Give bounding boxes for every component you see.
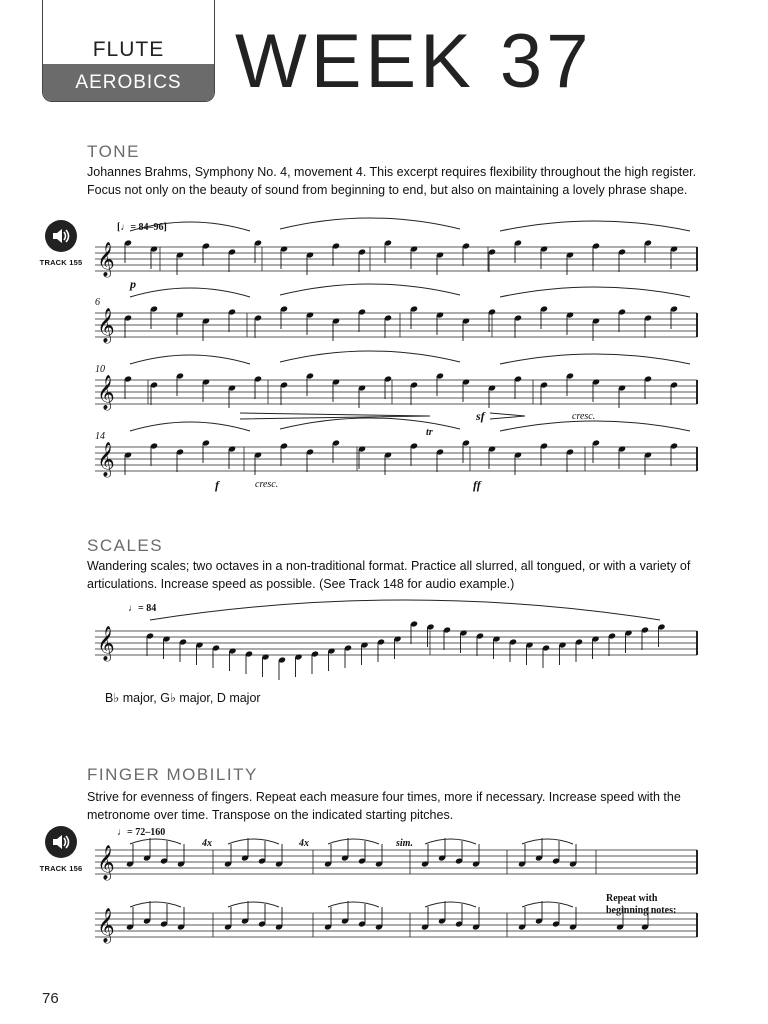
- treble-clef-icon: 𝄞: [97, 908, 115, 943]
- series-tab-bottom: AEROBICS: [43, 64, 214, 101]
- slur: [280, 351, 460, 362]
- series-tab-top: FLUTE: [92, 38, 165, 61]
- track-156[interactable]: [36, 826, 86, 873]
- repeat-note-line-1: Repeat with: [606, 893, 658, 904]
- dynamic-f: f: [215, 478, 219, 492]
- slur: [522, 902, 573, 907]
- trill-mark: tr: [426, 427, 433, 438]
- crescendo-hairpin: [240, 413, 430, 419]
- scales-text: Wandering scales; two octaves in a non-traditional format. Practice all slurred, all tongued, or with a variety of articulations. Increase speed as possible. (See Track 148 for audio example.): [87, 559, 691, 591]
- speaker-icon: [45, 826, 77, 858]
- treble-clef-icon: 𝄞: [97, 442, 115, 477]
- slur: [280, 284, 460, 295]
- slur: [130, 839, 181, 844]
- dynamic-sf: sf: [476, 409, 485, 423]
- scale-keys: B♭ major, G♭ major, D major: [105, 691, 261, 705]
- repeat-note: [606, 893, 676, 917]
- track-label: TRACK 156: [39, 864, 83, 873]
- page-title: WEEK 37: [235, 19, 593, 104]
- slur: [425, 839, 476, 844]
- treble-clef-icon: 𝄞: [97, 375, 115, 410]
- treble-clef-icon: 𝄞: [97, 242, 115, 277]
- slur: [500, 421, 690, 431]
- finger-mobility-text: Strive for evenness of fingers. Repeat each measure four times, more if necessary. Increase speed with the metronome over time. Transpose on the indicated starting pitches.: [87, 790, 681, 822]
- slur: [425, 902, 476, 907]
- slur: [328, 902, 379, 907]
- dynamic-p: p: [130, 277, 136, 291]
- slur: [130, 288, 250, 297]
- page-number: 76: [42, 990, 59, 1007]
- slur: [500, 354, 690, 364]
- finger-mobility-title: FINGER MOBILITY: [87, 765, 258, 784]
- dynamic-cresc-1: cresc.: [572, 411, 596, 422]
- repeat-mark-2: 4x: [299, 838, 309, 849]
- measure-number-10: 10: [95, 364, 105, 375]
- slur: [500, 287, 690, 297]
- slur: [500, 221, 690, 231]
- slur: [228, 902, 279, 907]
- slur: [228, 839, 279, 844]
- repeat-mark-1: 4x: [202, 838, 212, 849]
- slur: [130, 422, 250, 431]
- track-label: TRACK 155: [39, 258, 83, 267]
- slur: [328, 839, 379, 844]
- scales-title: SCALES: [87, 536, 164, 555]
- repeat-note-line-2: beginning notes:: [606, 905, 677, 916]
- finger-tempo: ♩= 72–160: [117, 827, 166, 838]
- tone-tempo: [♩= 84–96]: [117, 222, 167, 233]
- slur: [150, 600, 660, 620]
- treble-clef-icon: 𝄞: [97, 845, 115, 880]
- measure-number-14: 14: [95, 431, 105, 442]
- dynamic-ff: ff: [473, 478, 481, 492]
- treble-clef-icon: 𝄞: [97, 308, 115, 343]
- tone-text: Johannes Brahms, Symphony No. 4, movement 4. This excerpt requires flexibility throughout the high register. Focus not only on the beauty of sound from beginning to end, but also on maintaining a lovely phrase shape.: [87, 165, 697, 197]
- slur: [280, 418, 460, 429]
- slur: [280, 218, 460, 229]
- scales-tempo: ♩= 84: [128, 603, 157, 614]
- dynamic-cresc-2: cresc.: [255, 479, 279, 490]
- treble-clef-icon: 𝄞: [97, 626, 115, 661]
- slur: [522, 839, 573, 844]
- slur: [130, 355, 250, 364]
- slur: [130, 902, 181, 907]
- sim-mark: sim.: [396, 838, 413, 849]
- tone-title: TONE: [87, 142, 140, 161]
- decrescendo-hairpin: [490, 413, 525, 419]
- measure-number-6: 6: [95, 297, 100, 308]
